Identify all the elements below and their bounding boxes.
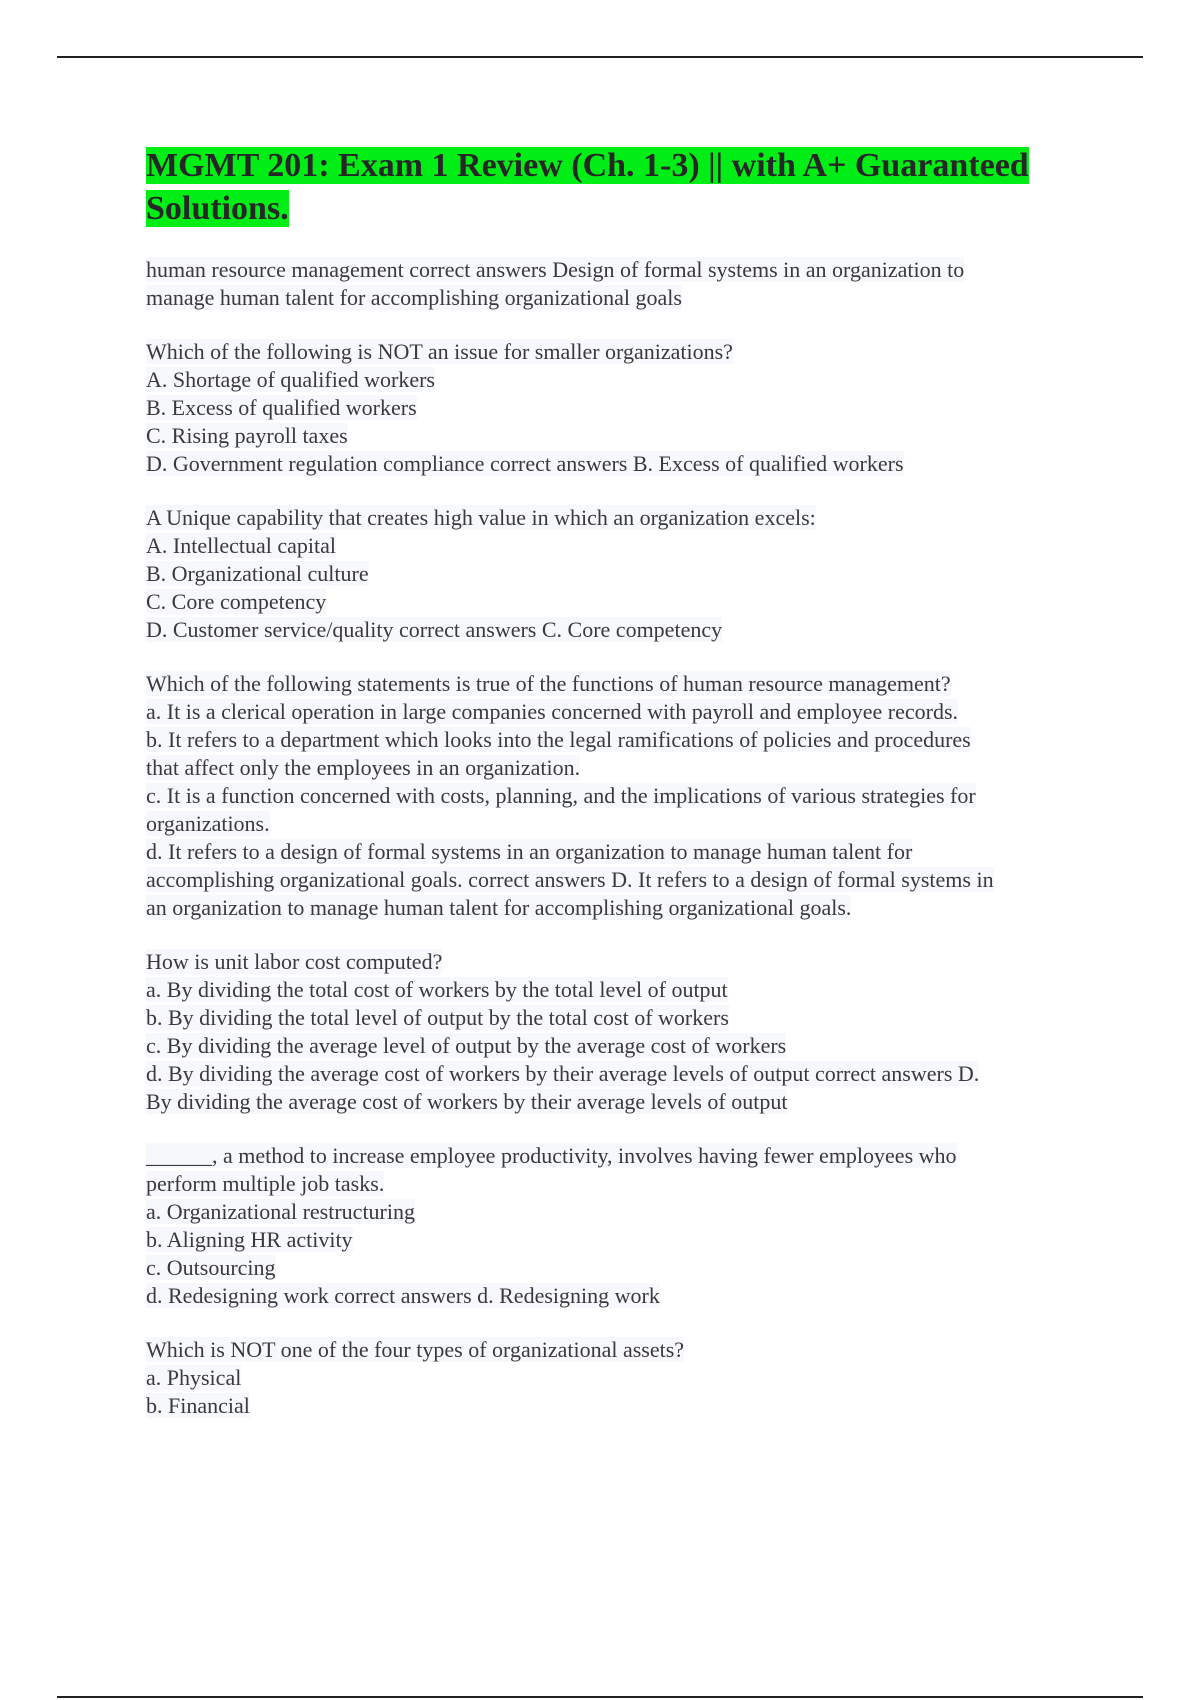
answer-option: A. Intellectual capital — [146, 533, 336, 558]
answer-option: D. Government regulation compliance correct answers B. Excess of qualified workers — [146, 451, 904, 476]
answer-option: d. It refers to a design of formal systems in an organization to manage human talent for — [146, 839, 913, 864]
question-text: ______, a method to increase employee productivity, involves having fewer employees who — [146, 1143, 957, 1168]
question-block — [146, 1336, 1096, 1420]
text-line: manage human talent for accomplishing organizational goals — [146, 285, 682, 310]
answer-option: b. Aligning HR activity — [146, 1227, 353, 1252]
answer-option: a. By dividing the total cost of workers by the total level of output — [146, 977, 728, 1002]
answer-option: accomplishing organizational goals. correct answers D. It refers to a design of formal systems in — [146, 867, 994, 892]
answer-option: A. Shortage of qualified workers — [146, 367, 435, 392]
question-text: A Unique capability that creates high value in which an organization excels: — [146, 505, 816, 530]
answer-option: B. Excess of qualified workers — [146, 395, 417, 420]
answer-option: an organization to manage human talent for accomplishing organizational goals. — [146, 895, 852, 920]
document-title — [146, 144, 1096, 230]
answer-option: c. By dividing the average level of output by the average cost of workers — [146, 1033, 787, 1058]
answer-option: a. Organizational restructuring — [146, 1199, 415, 1224]
question-text: perform multiple job tasks. — [146, 1171, 385, 1196]
answer-option: a. It is a clerical operation in large companies concerned with payroll and employee records. — [146, 699, 959, 724]
question-block — [146, 1142, 1096, 1310]
question-block — [146, 670, 1096, 922]
title-line-2: Solutions. — [146, 190, 289, 227]
text-line: human resource management correct answers Design of formal systems in an organization to — [146, 257, 965, 282]
title-line-1: MGMT 201: Exam 1 Review (Ch. 1-3) || with A+ Guaranteed — [146, 147, 1029, 184]
document-body — [146, 144, 1096, 1446]
answer-option: c. Outsourcing — [146, 1255, 276, 1280]
answer-option: c. It is a function concerned with costs, planning, and the implications of various strategies for — [146, 783, 976, 808]
answer-option: C. Core competency — [146, 589, 327, 614]
answer-option: a. Physical — [146, 1365, 242, 1390]
question-text: Which is NOT one of the four types of organizational assets? — [146, 1337, 685, 1362]
answer-option: d. By dividing the average cost of workers by their average levels of output correct answers D. — [146, 1061, 980, 1086]
question-text: Which of the following is NOT an issue for smaller organizations? — [146, 339, 733, 364]
answer-option: By dividing the average cost of workers by their average levels of output — [146, 1089, 788, 1114]
question-block — [146, 338, 1096, 478]
top-rule — [57, 56, 1143, 58]
question-block — [146, 948, 1096, 1116]
answer-option: b. It refers to a department which looks into the legal ramifications of policies and procedures — [146, 727, 971, 752]
question-text: Which of the following statements is true of the functions of human resource management? — [146, 671, 951, 696]
answer-option: organizations. — [146, 811, 270, 836]
answer-option: b. Financial — [146, 1393, 250, 1418]
answer-option: d. Redesigning work correct answers d. Redesigning work — [146, 1283, 660, 1308]
answer-option: C. Rising payroll taxes — [146, 423, 348, 448]
answer-option: D. Customer service/quality correct answers C. Core competency — [146, 617, 723, 642]
question-block — [146, 504, 1096, 644]
bottom-rule — [57, 1696, 1143, 1698]
answer-option: B. Organizational culture — [146, 561, 369, 586]
definition-block — [146, 256, 1096, 312]
answer-option: b. By dividing the total level of output by the total cost of workers — [146, 1005, 729, 1030]
answer-option: that affect only the employees in an organization. — [146, 755, 581, 780]
question-text: How is unit labor cost computed? — [146, 949, 443, 974]
